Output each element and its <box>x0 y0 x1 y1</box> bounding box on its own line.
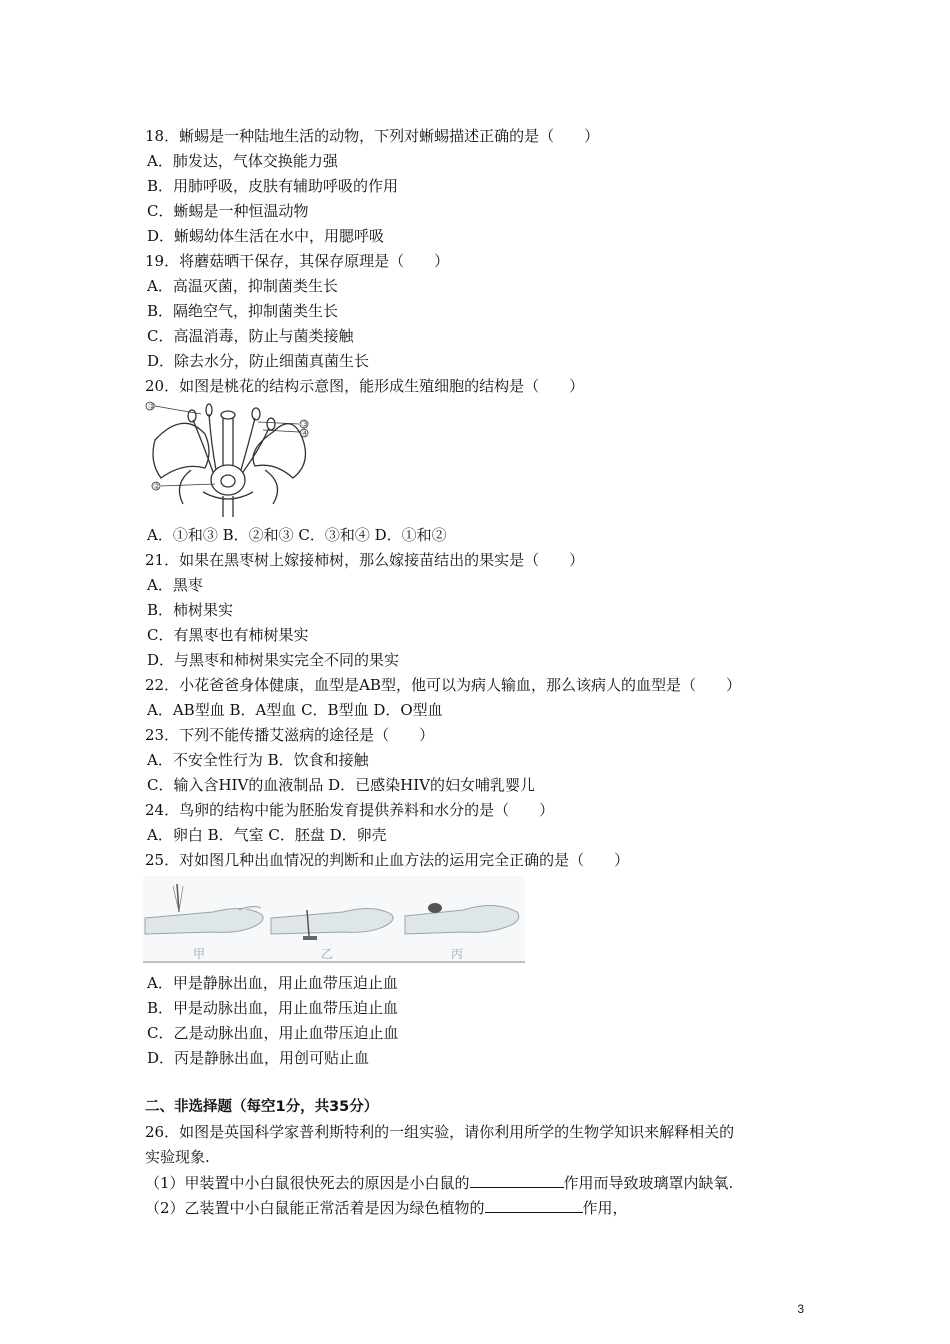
q19-stem: 19．将蘑菇晒干保存，其保存原理是（ ） <box>145 252 450 270</box>
q26-stem-line2: 实验现象. <box>145 1148 210 1166</box>
peach-flower-diagram <box>143 400 313 518</box>
q18-stem: 18．蜥蜴是一种陆地生活的动物，下列对蜥蜴描述正确的是（ ） <box>145 127 600 145</box>
q20-options: A．①和③ B．②和③ C．③和④ D．①和② <box>147 526 447 544</box>
q21-option-b: B．柿树果实 <box>147 601 234 619</box>
q18-option-a: A．肺发达，气体交换能力强 <box>147 152 338 170</box>
q20-stem: 20．如图是桃花的结构示意图，能形成生殖细胞的结构是（ ） <box>145 377 585 395</box>
label-jia: 甲 <box>193 947 206 961</box>
q19-option-c: C．高温消毒，防止与菌类接触 <box>147 327 354 345</box>
q23-options-cd: C．输入含HIV的血液制品 D．已感染HIV的妇女哺乳婴儿 <box>147 776 535 794</box>
q26-sub2 <box>145 1197 628 1218</box>
q25-stem: 25．对如图几种出血情况的判断和止血方法的运用完全正确的是（ ） <box>145 851 630 869</box>
q21-option-a: A．黑枣 <box>147 576 203 594</box>
diagram-label-4: ④ <box>301 429 310 439</box>
bleeding-diagram <box>143 876 525 964</box>
q26-sub1-text-b: 作用而导致玻璃罩内缺氧. <box>563 1174 734 1192</box>
label-bing: 丙 <box>451 947 464 961</box>
q26-sub1-blank[interactable] <box>470 1172 564 1188</box>
q23-stem: 23．下列不能传播艾滋病的途径是（ ） <box>145 726 435 744</box>
diagram-label-3: ③ <box>301 420 310 430</box>
q26-sub2-text-b: 作用， <box>582 1199 628 1217</box>
q18-option-c: C．蜥蜴是一种恒温动物 <box>147 202 309 220</box>
label-yi: 乙 <box>321 947 334 961</box>
q25-option-c: C．乙是动脉出血，用止血带压迫止血 <box>147 1024 399 1042</box>
q24-stem: 24．鸟卵的结构中能为胚胎发育提供养料和水分的是（ ） <box>145 801 555 819</box>
section2-heading: 二、非选择题（每空1分，共35分） <box>145 1099 379 1115</box>
q26-sub2-text-a: （2）乙装置中小白鼠能正常活着是因为绿色植物的 <box>145 1199 485 1217</box>
q26-sub1-text-a: （1）甲装置中小白鼠很快死去的原因是小白鼠的 <box>145 1174 470 1192</box>
q25-option-b: B．甲是动脉出血，用止血带压迫止血 <box>147 999 399 1017</box>
q18-option-b: B．用肺呼吸，皮肤有辅助呼吸的作用 <box>147 177 399 195</box>
q24-options: A．卵白 B．气室 C．胚盘 D．卵壳 <box>147 826 387 844</box>
q25-option-a: A．甲是静脉出血，用止血带压迫止血 <box>147 974 398 992</box>
diagram-label-2: ② <box>153 482 162 492</box>
diagram-label-1: ① <box>148 402 157 412</box>
q26-stem-line1: 26．如图是英国科学家普利斯特利的一组实验，请你利用所学的生物学知识来解释相关的 <box>145 1123 735 1141</box>
page-number: 3 <box>797 1302 804 1316</box>
q19-option-b: B．隔绝空气，抑制菌类生长 <box>147 302 339 320</box>
q22-options: A．AB型血 B．A型血 C．B型血 D．O型血 <box>147 701 443 719</box>
q22-stem: 22．小花爸爸身体健康，血型是AB型，他可以为病人输血，那么该病人的血型是（ ） <box>145 676 741 694</box>
q19-option-d: D．除去水分，防止细菌真菌生长 <box>147 352 370 370</box>
q21-stem: 21．如果在黑枣树上嫁接柿树，那么嫁接苗结出的果实是（ ） <box>145 551 585 569</box>
q26-sub2-blank[interactable] <box>485 1197 583 1213</box>
q23-options-ab: A．不安全性行为 B．饮食和接触 <box>147 751 369 769</box>
q19-option-a: A．高温灭菌，抑制菌类生长 <box>147 277 338 295</box>
q25-option-d: D．丙是静脉出血，用创可贴止血 <box>147 1049 370 1067</box>
q21-option-d: D．与黑枣和柿树果实完全不同的果实 <box>147 651 400 669</box>
q18-option-d: D．蜥蜴幼体生活在水中，用腮呼吸 <box>147 227 385 245</box>
q21-option-c: C．有黑枣也有柿树果实 <box>147 626 309 644</box>
q26-sub1 <box>145 1172 733 1193</box>
